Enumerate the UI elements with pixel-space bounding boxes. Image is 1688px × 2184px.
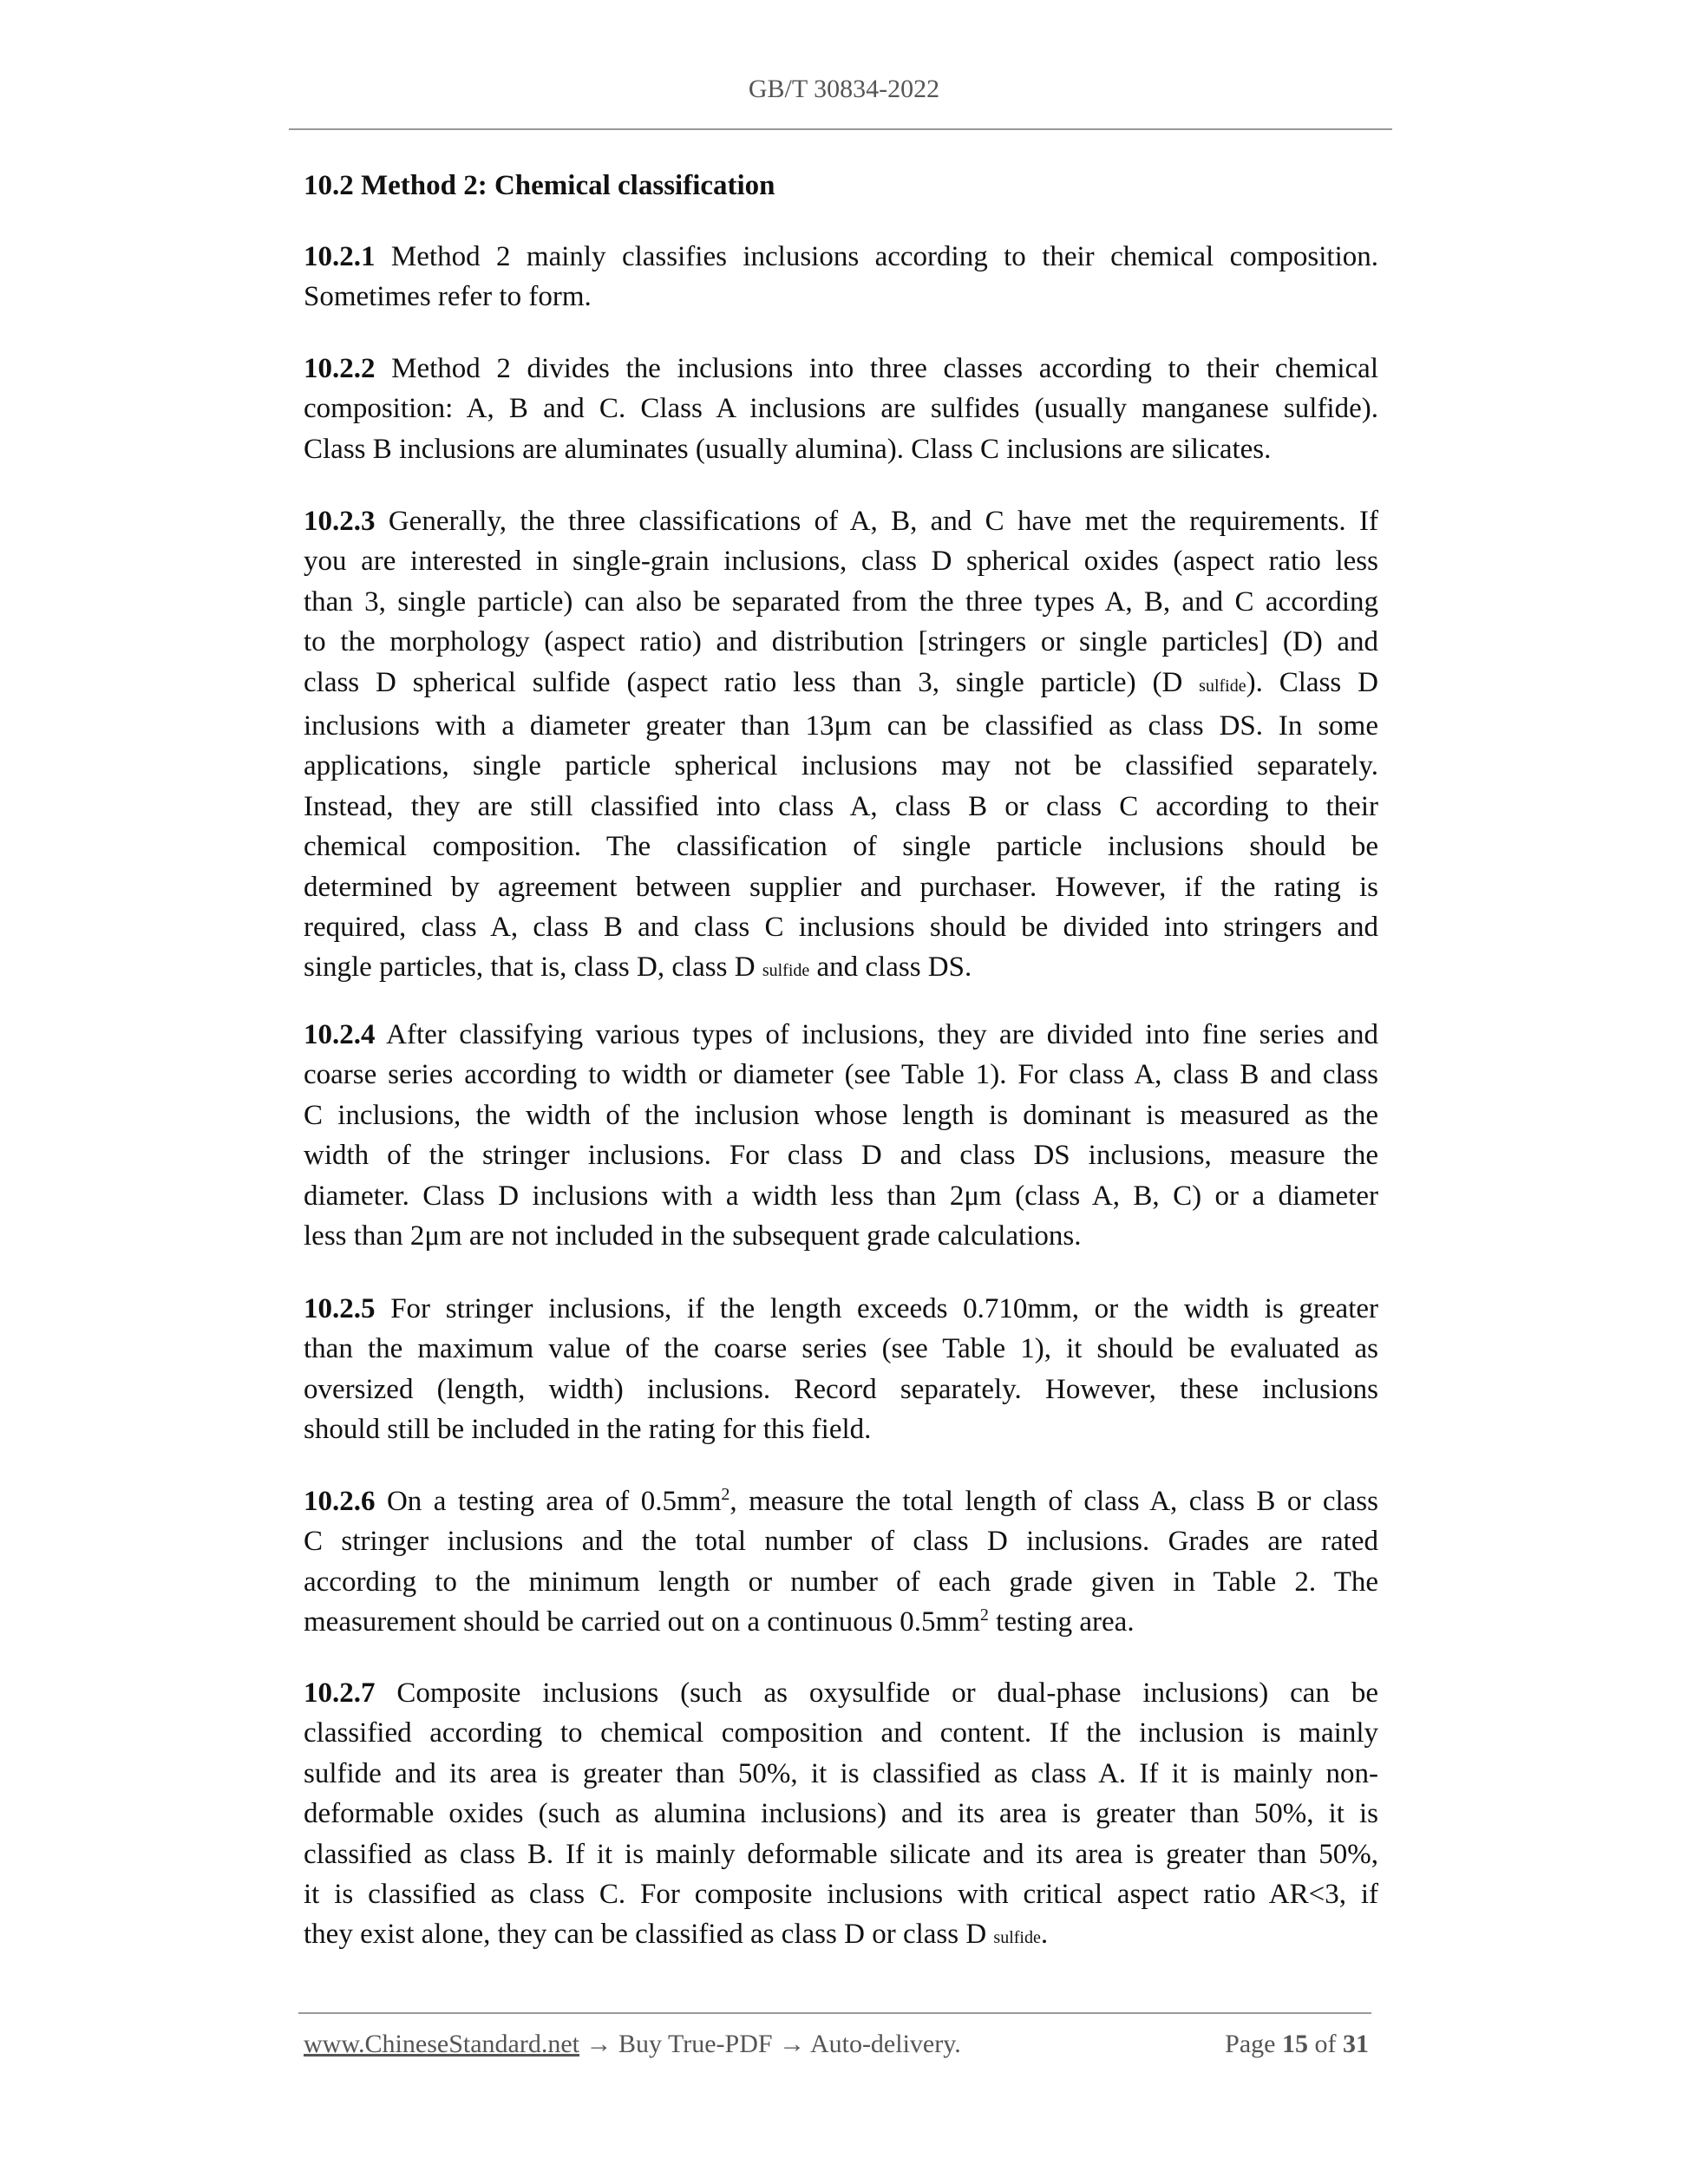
text-segment: classified according to chemical composition and content. If the inclusion is mainly	[304, 1717, 1378, 1749]
text-line	[304, 237, 1378, 277]
text-line	[304, 1329, 1378, 1369]
text-line	[304, 1562, 1378, 1602]
text-segment: oversized (length, width) inclusions. Record separately. However, these inclusions	[304, 1373, 1378, 1405]
subscript: sulfide	[993, 1928, 1041, 1948]
text-segment: C stringer inclusions and the total number of class D inclusions. Grades are rated	[304, 1526, 1378, 1558]
text-line	[304, 746, 1378, 786]
buy-text: Buy True-PDF	[618, 2030, 773, 2058]
text-segment: For stringer inclusions, if the length exceeds 0.710mm, or the width is greater	[375, 1293, 1378, 1324]
text-line	[304, 827, 1378, 866]
text-segment: classified as class B. If it is mainly deformable silicate and its area is greater than 50%,	[304, 1838, 1378, 1870]
text-line	[304, 501, 1378, 541]
clause-number: 10.2.4	[304, 1019, 376, 1050]
text-segment: less than 2μm are not included in the subsequent grade calculations.	[304, 1220, 1082, 1252]
text-line	[304, 867, 1378, 907]
text-line	[304, 1521, 1378, 1561]
text-line	[304, 1289, 1378, 1329]
text-line	[304, 1794, 1378, 1834]
page-footer	[304, 2030, 1369, 2059]
clause-number: 10.2.5	[304, 1293, 376, 1324]
text-line	[304, 1409, 1378, 1449]
text-segment: .	[1040, 1919, 1049, 1951]
text-segment: than the maximum value of the coarse series (see Table 1), it should be evaluated as	[304, 1333, 1378, 1365]
text-line	[304, 1015, 1378, 1055]
text-line	[304, 1713, 1378, 1753]
text-segment: Method 2 divides the inclusions into three classes according to their chemical	[375, 353, 1378, 384]
text-line	[304, 1602, 1378, 1642]
text-line	[304, 1055, 1378, 1095]
paragraph-10-2-4	[304, 1015, 1378, 1256]
text-segment: to the morphology (aspect ratio) and distribution [stringers or single particles] (D) and	[304, 626, 1378, 658]
text-line	[304, 787, 1378, 827]
paragraph-10-2-5	[304, 1289, 1378, 1450]
text-segment: applications, single particle spherical inclusions may not be classified separately.	[304, 750, 1378, 782]
text-segment: Method 2 mainly classifies inclusions according to their chemical composition.	[375, 241, 1378, 272]
text-segment: Generally, the three classifications of A, B, and C have met the requirements. If	[375, 506, 1378, 537]
text-line	[304, 1754, 1378, 1794]
text-line	[304, 582, 1378, 622]
text-segment: Composite inclusions (such as oxysulfide or dual-phase inclusions) can be	[375, 1677, 1378, 1709]
text-line	[304, 1673, 1378, 1713]
text-segment: and class DS.	[809, 951, 972, 984]
text-segment: should still be included in the rating for this field.	[304, 1414, 872, 1446]
text-segment: , measure the total length of class A, class B or class	[730, 1486, 1378, 1517]
superscript: 2	[979, 1605, 989, 1625]
text-segment: required, class A, class B and class C inclusions should be divided into stringers and	[304, 912, 1378, 944]
text-segment: C inclusions, the width of the inclusion whose length is dominant is measured as the	[304, 1099, 1378, 1131]
clause-number: 10.2.7	[304, 1677, 376, 1709]
text-line	[304, 663, 1378, 706]
text-segment: ). Class D	[1246, 666, 1378, 698]
paragraph-10-2-3	[304, 501, 1378, 991]
text-segment: width of the stringer inclusions. For class D and class DS inclusions, measure the	[304, 1140, 1378, 1172]
document-id-header: GB/T 30834-2022	[748, 75, 940, 103]
text-segment: determined by agreement between supplier and purchaser. However, if the rating is	[304, 871, 1378, 903]
text-segment: single particles, that is, class D, class D	[304, 951, 762, 984]
text-line	[304, 277, 1378, 317]
paragraph-10-2-7	[304, 1673, 1378, 1958]
text-line	[304, 541, 1378, 581]
current-page: 15	[1282, 2030, 1308, 2058]
text-line	[304, 706, 1378, 746]
page-label: Page	[1225, 2030, 1276, 2058]
footer-promo	[304, 2030, 961, 2059]
text-line	[304, 622, 1378, 662]
text-segment: Class B inclusions are aluminates (usually alumina). Class C inclusions are silicates.	[304, 433, 1272, 465]
text-line	[304, 389, 1378, 428]
delivery-text: Auto-delivery.	[809, 2030, 961, 2058]
text-line	[304, 1135, 1378, 1175]
text-segment: testing area.	[988, 1606, 1135, 1638]
text-segment: chemical composition. The classification of single particle inclusions should be	[304, 831, 1378, 863]
text-line	[304, 1176, 1378, 1216]
of-label: of	[1314, 2030, 1337, 2058]
paragraph-10-2-2	[304, 349, 1378, 469]
text-line	[304, 1370, 1378, 1409]
clause-number: 10.2.6	[304, 1486, 376, 1517]
text-segment: After classifying various types of inclusions, they are divided into fine series and	[375, 1019, 1378, 1050]
text-line	[304, 429, 1378, 469]
text-segment: Instead, they are still classified into class A, class B or class C according to their	[304, 790, 1378, 822]
clause-number: 10.2.2	[304, 353, 376, 384]
text-line	[304, 1095, 1378, 1135]
text-segment: you are interested in single-grain inclusions, class D spherical oxides (aspect ratio less	[304, 546, 1378, 578]
text-segment: deformable oxides (such as alumina inclusions) and its area is greater than 50%, it is	[304, 1798, 1378, 1830]
total-pages: 31	[1343, 2030, 1369, 2058]
text-segment: composition: A, B and C. Class A inclusions are sulfides (usually manganese sulfide).	[304, 393, 1378, 425]
superscript: 2	[721, 1485, 730, 1504]
text-segment: coarse series according to width or diameter (see Table 1). For class A, class B and class	[304, 1059, 1378, 1091]
text-line	[304, 1481, 1378, 1521]
footer-divider	[298, 2012, 1371, 2014]
text-segment: it is classified as class C. For composite inclusions with critical aspect ratio AR<3, if	[304, 1879, 1378, 1911]
text-segment: inclusions with a diameter greater than 13μm can be classified as class DS. In some	[304, 710, 1378, 742]
text-segment: they exist alone, they can be classified as class D or class D	[304, 1919, 994, 1951]
paragraph-10-2-6	[304, 1481, 1378, 1643]
text-line	[304, 1914, 1378, 1958]
text-segment: class D spherical sulfide (aspect ratio less than 3, single particle) (D	[304, 666, 1200, 698]
page-number	[1225, 2030, 1369, 2059]
text-line	[304, 907, 1378, 947]
text-line	[304, 1834, 1378, 1874]
website-link[interactable]: www.ChineseStandard.net	[304, 2030, 579, 2058]
arrow-icon: →	[772, 2030, 810, 2058]
text-segment: measurement should be carried out on a continuous 0.5mm	[304, 1606, 980, 1638]
text-line	[304, 947, 1378, 991]
header-divider	[289, 128, 1392, 130]
text-segment: Sometimes refer to form.	[304, 281, 592, 313]
clause-number: 10.2.1	[304, 241, 376, 272]
text-segment: according to the minimum length or number of each grade given in Table 2. The	[304, 1566, 1378, 1598]
subscript: sulfide	[762, 961, 810, 981]
text-segment: On a testing area of 0.5mm	[375, 1486, 722, 1517]
paragraph-10-2-1	[304, 237, 1378, 317]
text-segment: diameter. Class D inclusions with a width less than 2μm (class A, B, C) or a diameter	[304, 1180, 1378, 1212]
section-heading: 10.2 Method 2: Chemical classification	[304, 170, 775, 201]
clause-number: 10.2.3	[304, 506, 376, 537]
subscript: sulfide	[1199, 676, 1246, 696]
arrow-icon: →	[579, 2030, 618, 2058]
text-segment: sulfide and its area is greater than 50%, it is classified as class A. If it is mainly non-	[304, 1757, 1378, 1789]
text-segment: than 3, single particle) can also be separated from the three types A, B, and C according	[304, 585, 1378, 618]
text-line	[304, 1874, 1378, 1914]
text-line	[304, 349, 1378, 389]
text-line	[304, 1216, 1378, 1256]
